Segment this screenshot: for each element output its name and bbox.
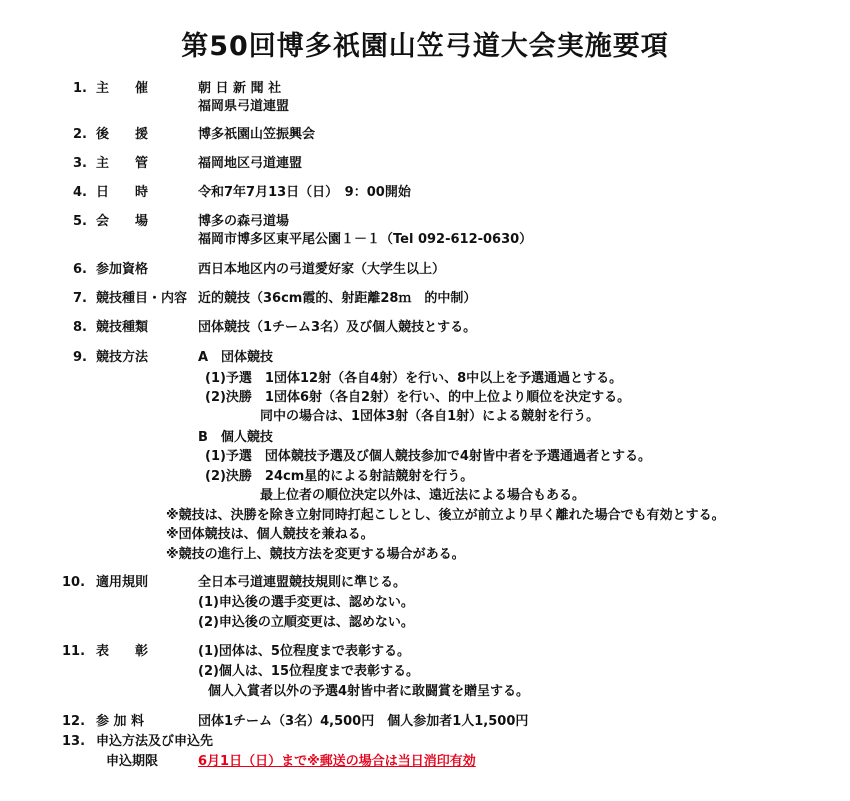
item-number: 9. [73, 350, 87, 365]
organizer-line-2: 福岡県弓道連盟 [198, 99, 290, 114]
item-label-organizer: 主 催 [96, 81, 149, 96]
awards-line-1: (1)団体は、5位程度まで表彰する。 [198, 644, 410, 659]
item-label-eligibility: 参加資格 [96, 262, 149, 277]
item-label-datetime: 日 時 [96, 185, 149, 200]
item-number: 11. [62, 644, 86, 659]
item-number: 12. [62, 714, 86, 729]
item-number: 8. [73, 320, 87, 335]
item-label-method: 競技方法 [96, 350, 149, 365]
item-number: 5. [73, 214, 87, 229]
item-number: 13. [62, 734, 86, 749]
item-number: 1. [73, 81, 87, 96]
item-label-application: 申込方法及び申込先 [96, 734, 214, 749]
awards-line-3: 個人入賞者以外の予選4射皆中者に敢闘賞を贈呈する。 [208, 684, 530, 699]
item-label-fee: 参 加 料 [96, 714, 145, 729]
eligibility-line: 西日本地区内の弓道愛好家（大学生以上） [198, 262, 446, 277]
deadline-label: 申込期限 [106, 754, 159, 769]
method-note-3: ※競技の進行上、競技方法を変更する場合がある。 [166, 547, 465, 562]
item-label-support: 後 援 [96, 127, 149, 142]
management-line: 福岡地区弓道連盟 [198, 156, 303, 171]
method-team-final: (2)決勝 1団体6射（各自2射）を行い、的中上位より順位を決定する。 [205, 390, 631, 405]
item-number: 2. [73, 127, 87, 142]
item-number: 7. [73, 291, 87, 306]
type-line: 団体競技（1チーム3名）及び個人競技とする。 [198, 320, 477, 335]
item-label-rules: 適用規則 [96, 575, 149, 590]
rules-line-2: (1)申込後の選手変更は、認めない。 [198, 595, 414, 610]
rules-line-3: (2)申込後の立順変更は、認めない。 [198, 615, 414, 630]
item-label-venue: 会 場 [96, 214, 149, 229]
awards-line-2: (2)個人は、15位程度まで表彰する。 [198, 664, 420, 679]
method-individual-heading: B 個人競技 [198, 430, 273, 445]
venue-line-1: 博多の森弓道場 [198, 214, 290, 229]
method-team-tie: 同中の場合は、1団体3射（各自1射）による競射を行う。 [260, 409, 600, 424]
datetime-line: 令和7年7月13日（日） 9：00開始 [198, 185, 411, 200]
organizer-line-1: 朝 日 新 聞 社 [198, 81, 282, 96]
deadline-value: 6月1日（日）まで※郵送の場合は当日消印有効 [198, 754, 476, 769]
item-label-type: 競技種類 [96, 320, 149, 335]
method-individual-prelim: (1)予選 団体競技予選及び個人競技参加で4射皆中者を予選通過者とする。 [205, 449, 651, 464]
method-individual-final: (2)決勝 24cm星的による射詰競射を行う。 [205, 469, 474, 484]
item-number: 4. [73, 185, 87, 200]
venue-line-2: 福岡市博多区東平尾公園１－１（Tel 092-612-0630） [198, 232, 533, 247]
event-line: 近的競技（36cm霞的、射距離28ｍ 的中制） [198, 291, 477, 306]
support-line: 博多祇園山笠振興会 [198, 127, 316, 142]
fee-line: 団体1チーム（3名）4,500円 個人参加者1人1,500円 [198, 714, 529, 729]
method-individual-note: 最上位者の順位決定以外は、遠近法による場合もある。 [260, 488, 586, 503]
method-note-1: ※競技は、決勝を除き立射同時打起こしとし、後立が前立より早く離れた場合でも有効とする。 [166, 508, 725, 523]
method-note-2: ※団体競技は、個人競技を兼ねる。 [166, 527, 374, 542]
item-label-event: 競技種目・内容 [96, 291, 188, 306]
method-team-prelim: (1)予選 1団体12射（各自4射）を行い、8中以上を予選通過とする。 [205, 371, 623, 386]
item-number: 10. [62, 575, 86, 590]
item-number: 3. [73, 156, 87, 171]
page-title: 第50回博多祇園山笠弓道大会実施要項 [181, 31, 669, 62]
item-label-management: 主 管 [96, 156, 149, 171]
item-number: 6. [73, 262, 87, 277]
method-team-heading: A 団体競技 [198, 350, 274, 365]
rules-line-1: 全日本弓道連盟競技規則に準じる。 [198, 575, 407, 590]
item-label-awards: 表 彰 [96, 644, 149, 659]
